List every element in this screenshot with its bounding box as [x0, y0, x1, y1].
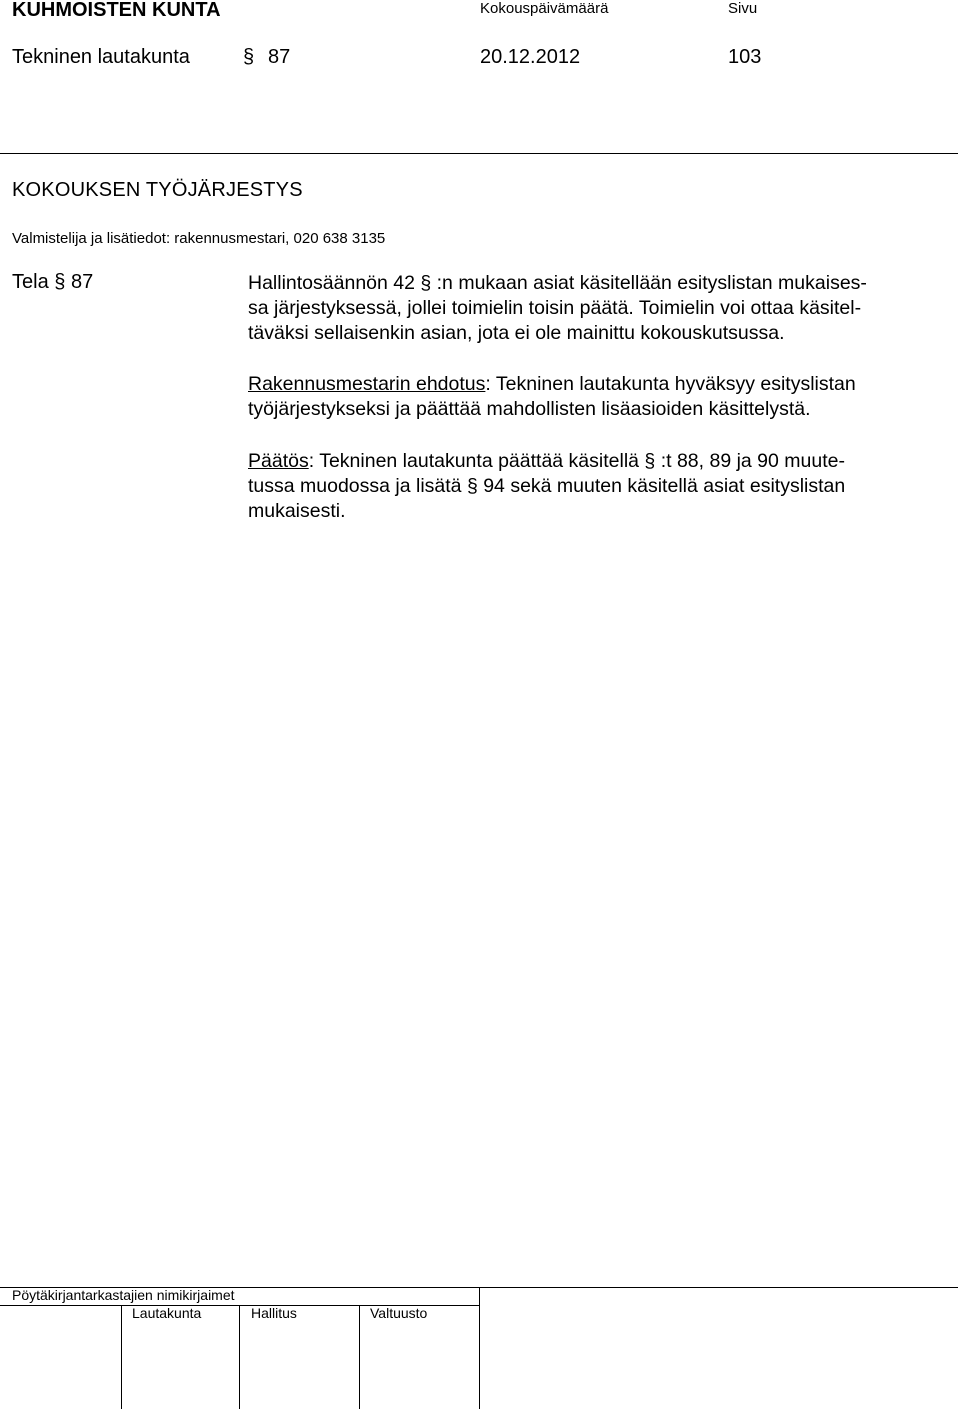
section-number: 87: [70, 271, 94, 293]
footer-column-divider: [121, 1305, 122, 1409]
footer-table-border: [479, 1287, 480, 1409]
decision-label: Päätös: [248, 450, 309, 472]
intro-line: Hallintosäännön 42 § :n mukaan asiat käsitellään esityslistan mukaises-: [248, 272, 867, 294]
footer-column-valtuusto: Valtuusto: [370, 1305, 428, 1321]
footer-column-divider: [359, 1305, 360, 1409]
footer-column-hallitus: Hallitus: [251, 1305, 297, 1321]
page-number: 103: [728, 46, 762, 68]
proposal-line: työjärjestykseksi ja päättää mahdollisten lisäasioiden käsittelystä.: [248, 398, 811, 420]
section-heading: [12, 271, 93, 294]
footer-column-divider: [239, 1305, 240, 1409]
organization-name: KUHMOISTEN KUNTA: [12, 0, 221, 21]
proposal-paragraph: [248, 372, 948, 422]
section-symbol: §: [54, 271, 66, 293]
footer-title: Pöytäkirjantarkastajien nimikirjaimet: [12, 1287, 235, 1303]
proposal-line: : Tekninen lautakunta hyväksyy esityslistan: [485, 373, 856, 395]
footer-column-lautakunta: Lautakunta: [132, 1305, 202, 1321]
intro-line: sa järjestyksessä, jollei toimielin toisin päätä. Toimielin voi ottaa käsitel-: [248, 297, 862, 319]
decision-paragraph: [248, 449, 948, 524]
document-title: KOKOUKSEN TYÖJÄRJESTYS: [12, 179, 303, 201]
header-section-symbol: §: [243, 46, 255, 68]
header-section-number: 87: [268, 46, 291, 68]
intro-line: täväksi sellaisenkin asian, jota ei ole mainittu kokouskutsussa.: [248, 322, 785, 344]
board-name: Tekninen lautakunta: [12, 46, 190, 68]
meeting-date: 20.12.2012: [480, 46, 581, 68]
proposal-label: Rakennusmestarin ehdotus: [248, 373, 486, 395]
section-label: Tela: [12, 271, 49, 293]
preparer-info: Valmistelija ja lisätiedot: rakennusmestari, 020 638 3135: [12, 230, 386, 247]
decision-line: : Tekninen lautakunta päättää käsitellä § :t 88, 89 ja 90 muute-: [308, 450, 845, 472]
decision-line: tussa muodossa ja lisätä § 94 sekä muuten käsitellä asiat esityslistan: [248, 475, 846, 497]
intro-paragraph: [248, 271, 948, 346]
decision-line: mukaisesti.: [248, 500, 346, 522]
date-label: Kokouspäivämäärä: [480, 0, 609, 17]
header-divider: [0, 153, 958, 154]
page-label: Sivu: [728, 0, 758, 17]
